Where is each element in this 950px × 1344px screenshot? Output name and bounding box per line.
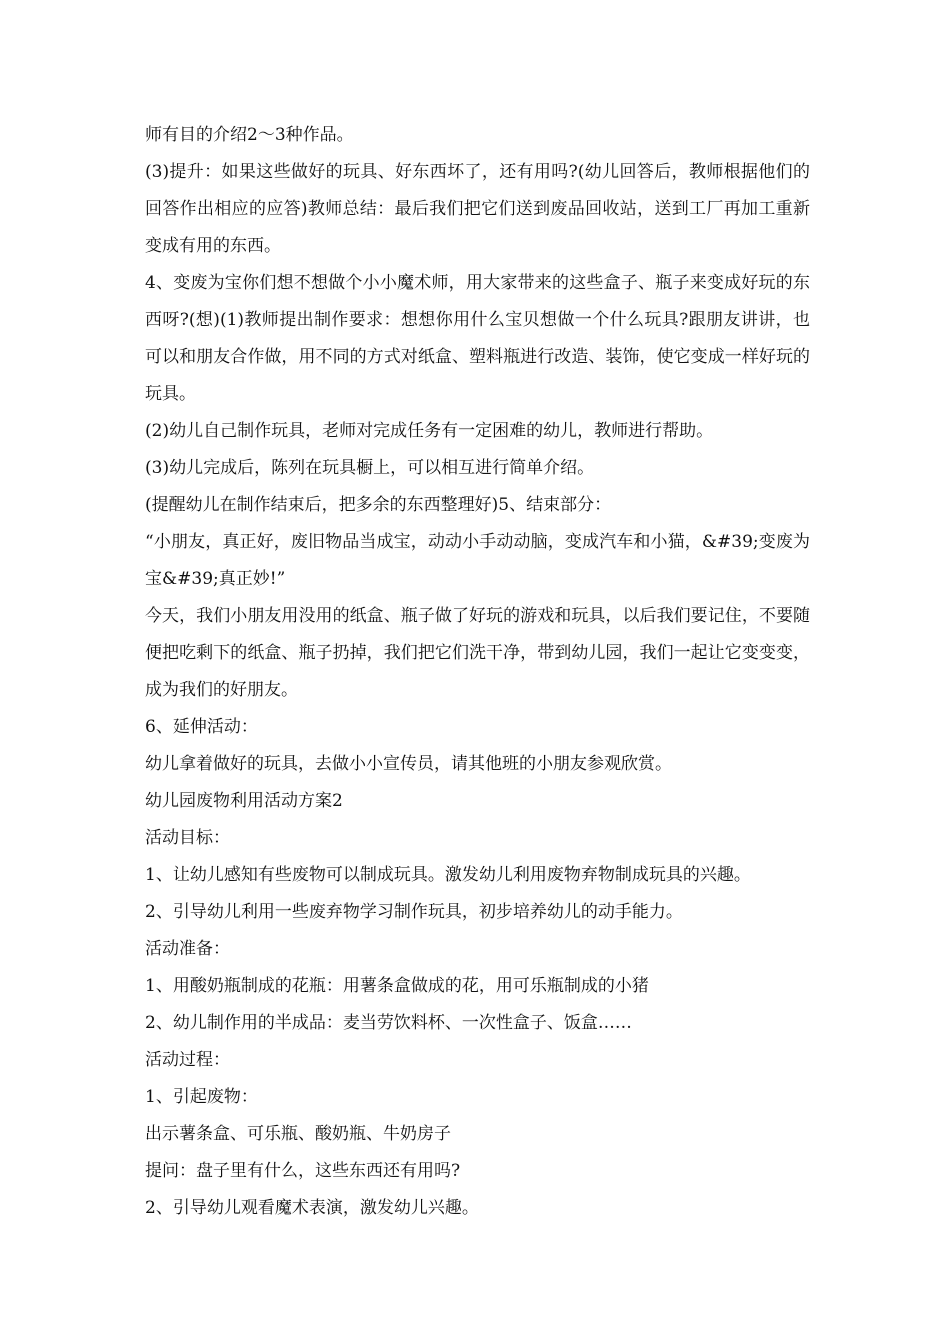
paragraph: 活动准备： xyxy=(145,939,230,959)
paragraph: 1、用酸奶瓶制成的花瓶：用薯条盒做成的花，用可乐瓶制成的小猪 xyxy=(145,976,649,996)
paragraph: 6、延伸活动： xyxy=(145,717,258,737)
paragraph: 出示薯条盒、可乐瓶、酸奶瓶、牛奶房子 xyxy=(145,1124,451,1144)
section-title: 幼儿园废物利用活动方案2 xyxy=(145,791,343,811)
paragraph: 2、引导幼儿观看魔术表演，激发幼儿兴趣。 xyxy=(145,1198,479,1218)
document-body xyxy=(145,117,810,1227)
paragraph: 幼儿拿着做好的玩具，去做小小宣传员，请其他班的小朋友参观欣赏。 xyxy=(145,754,672,774)
paragraph: 2、引导幼儿利用一些废弃物学习制作玩具，初步培养幼儿的动手能力。 xyxy=(145,902,683,922)
paragraph: 1、让幼儿感知有些废物可以制成玩具。激发幼儿利用废物弃物制成玩具的兴趣。 xyxy=(145,865,751,885)
paragraph: 活动过程： xyxy=(145,1050,230,1070)
paragraph: 师有目的介绍2～3种作品。 xyxy=(145,125,354,145)
paragraph: 1、引起废物： xyxy=(145,1087,258,1107)
paragraph: (2)幼儿自己制作玩具，老师对完成任务有一定困难的幼儿，教师进行帮助。 xyxy=(145,421,714,441)
paragraph: 4、变废为宝你们想不想做个小小魔术师，用大家带来的这些盒子、瓶子来变成好玩的东西呀?(想)(1)教师提出制作要求：想想你用什么宝贝想做一个什么玩具?跟朋友讲讲，也可以和朋友合作做，用不同的方式对纸盒、塑料瓶进行改造、装饰，使它变成一样好玩的玩具。 xyxy=(145,273,810,404)
paragraph: (提醒幼儿在制作结束后，把多余的东西整理好)5、结束部分： xyxy=(145,495,612,515)
paragraph: 活动目标： xyxy=(145,828,230,848)
paragraph: (3)幼儿完成后，陈列在玩具橱上，可以相互进行简单介绍。 xyxy=(145,458,595,478)
paragraph: 2、幼儿制作用的半成品：麦当劳饮料杯、一次性盒子、饭盒…… xyxy=(145,1013,632,1033)
paragraph: “小朋友，真正好，废旧物品当成宝，动动小手动动脑，变成汽车和小猫，&#39;变废为宝&#39;真正妙!” xyxy=(145,532,810,589)
paragraph: 提问：盘子里有什么，这些东西还有用吗? xyxy=(145,1161,461,1181)
paragraph: 今天，我们小朋友用没用的纸盒、瓶子做了好玩的游戏和玩具，以后我们要记住，不要随便把吃剩下的纸盒、瓶子扔掉，我们把它们洗干净，带到幼儿园，我们一起让它变变变，成为我们的好朋友。 xyxy=(145,606,810,700)
paragraph: (3)提升：如果这些做好的玩具、好东西坏了，还有用吗?(幼儿回答后，教师根据他们的回答作出相应的应答)教师总结：最后我们把它们送到废品回收站，送到工厂再加工重新变成有用的东西。 xyxy=(145,162,810,256)
